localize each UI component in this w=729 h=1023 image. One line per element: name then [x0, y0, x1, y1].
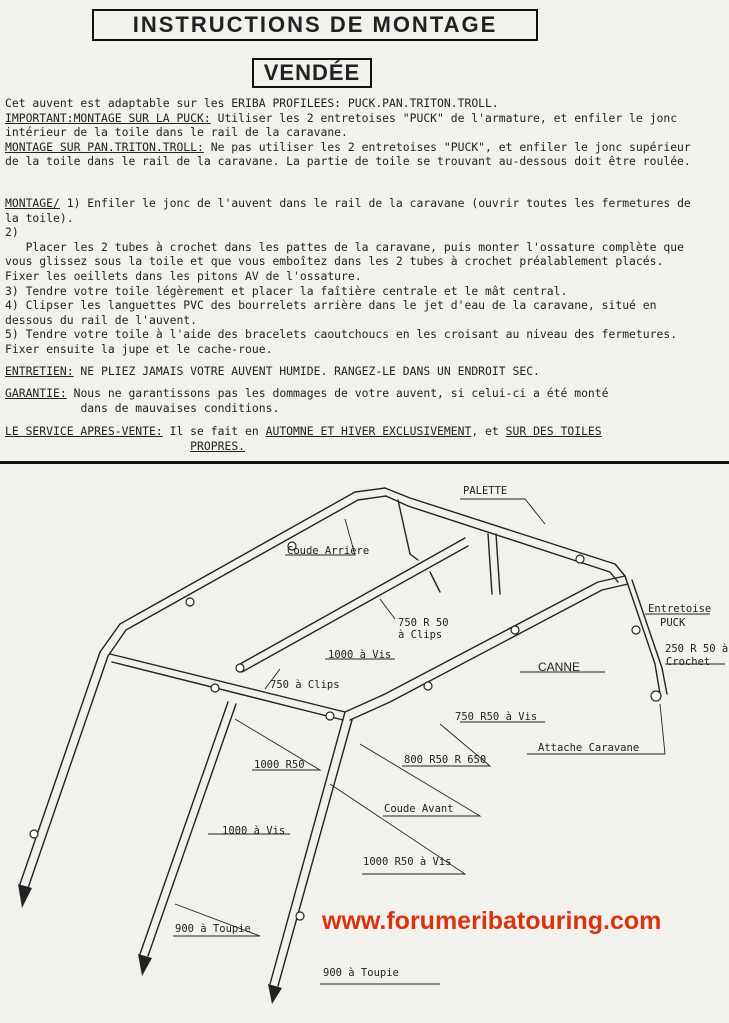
- label-900-toupie-left: 900 à Toupie: [175, 923, 251, 935]
- service-section: [5, 424, 695, 453]
- frame-assembly-diagram: [0, 464, 729, 1023]
- service-season: AUTOMNE ET HIVER EXCLUSIVEMENT: [265, 424, 472, 438]
- montage-step-3: 3) Tendre votre toile légèrement et placer la faîtière centrale et le mât central.: [5, 283, 568, 298]
- rear-arch-tube: [100, 488, 625, 652]
- label-coude-avant: Coude Avant: [384, 803, 454, 815]
- label-palette: PALETTE: [463, 485, 508, 497]
- service-condition: SUR DES TOILES: [505, 424, 602, 438]
- garantie-text: Nous ne garantissons pas les dommages de votre auvent, si celui-ci a été monté dans de mauvaises conditions.: [73, 386, 609, 415]
- service-text-c: , et: [471, 424, 506, 438]
- service-condition-end: PROPRES.: [190, 438, 246, 453]
- page-title: INSTRUCTIONS DE MONTAGE: [92, 9, 538, 41]
- label-750-a-clips: 750 à Clips: [270, 679, 340, 691]
- label-900-toupie-right: 900 à Toupie: [323, 967, 399, 979]
- palette-strut-inner: [496, 534, 500, 594]
- middle-leg: [140, 702, 228, 954]
- label-250-r50: 250 R 50 à: [665, 643, 729, 655]
- intro-paragraph: [5, 96, 698, 169]
- website-watermark: www.forumeribatouring.com: [322, 907, 662, 935]
- left-rear-leg-inner: [28, 656, 108, 888]
- label-canne: CANNE: [538, 660, 581, 674]
- right-hook-tube-inner: [632, 580, 667, 694]
- label-a-clips: à Clips: [398, 629, 443, 641]
- palette-strut: [488, 534, 492, 594]
- entretien-label: ENTRETIEN:: [5, 364, 74, 378]
- label-800-r50: 800 R50 R 650: [404, 754, 487, 766]
- label-750-r50-vis: 750 R50 à Vis: [455, 711, 538, 723]
- right-hook-tube: [625, 576, 660, 694]
- label-1000-a-vis-top: 1000 à Vis: [328, 649, 392, 661]
- puck-text: Utiliser les 2 entretoises "PUCK" de l'armature, et enfiler le jonc intérieur de la toile dans le rail de la caravane.: [5, 110, 684, 140]
- label-attache-caravane: Attache Caravane: [538, 742, 640, 754]
- label-750-r50: 750 R 50: [398, 617, 449, 629]
- intro-line: Cet auvent est adaptable sur les ERIBA PROFILEES: PUCK.PAN.TRITON.TROLL.: [5, 96, 499, 110]
- front-arch-tube-inner: [350, 584, 628, 720]
- label-1000-r50: 1000 R50: [254, 759, 305, 771]
- label-coude-arriere: Coude Arrière: [287, 545, 370, 557]
- entretien-section: [5, 364, 695, 379]
- garantie-section: [5, 386, 695, 415]
- clip-strut: [430, 572, 440, 592]
- front-corner-leg: [270, 712, 345, 984]
- model-name: VENDÉE: [252, 58, 372, 88]
- puck-label: IMPORTANT:MONTAGE SUR LA PUCK:: [5, 110, 211, 125]
- label-entretoise: Entretoise: [648, 603, 712, 615]
- left-rear-leg: [20, 652, 100, 884]
- pan-text: Ne pas utiliser les 2 entretoises "PUCK", et enfiler le jonc supérieur de la toile dans le rail de la caravane. La partie de toile se trouvant au-dessous doit être roulée.: [5, 139, 698, 169]
- montage-step-4: 4) Clipser les languettes PVC des bourrelets arrière dans le jet d'eau de la caravane, situé en dessous du rail de l'auvent.: [5, 298, 664, 327]
- label-crochet: Crochet: [666, 656, 711, 668]
- service-label: LE SERVICE APRES-VENTE:: [5, 424, 163, 438]
- label-1000-a-vis-bottom: 1000 à Vis: [222, 825, 286, 837]
- front-cross-tube-inner: [112, 662, 343, 720]
- service-text-a: Il se fait en: [162, 424, 266, 438]
- front-arch-tube: [345, 576, 625, 712]
- montage-section: [5, 196, 698, 357]
- entretien-text: NE PLIEZ JAMAIS VOTRE AUVENT HUMIDE. RANGEZ-LE DANS UN ENDROIT SEC.: [73, 364, 540, 378]
- garantie-label: GARANTIE:: [5, 386, 67, 400]
- montage-step-2: 2) Placer les 2 tubes à crochet dans les pattes de la caravane, puis monter l'ossature complète que vous glissez sous la toile et que vous emboîtez dans les 2 tubes à crochet préalablement placés. Fixer les oeillets dans les pitons AV de l'ossature.: [5, 225, 684, 283]
- montage-step-1: 1) Enfiler le jonc de l'auvent dans le rail de la caravane (ouvrir toutes les fermetures de la toile).: [5, 196, 698, 225]
- pan-label: MONTAGE SUR PAN.TRITON.TROLL:: [5, 139, 204, 154]
- montage-label: MONTAGE/: [5, 196, 60, 210]
- leg-tips: [18, 884, 282, 1004]
- label-puck: PUCK: [660, 617, 686, 629]
- label-1000-r50-vis: 1000 R50 à Vis: [363, 856, 452, 868]
- montage-step-5: 5) Tendre votre toile à l'aide des bracelets caoutchoucs en les croisant au niveau des fermetures. Fixer ensuite la jupe et le cache-roue.: [5, 327, 684, 356]
